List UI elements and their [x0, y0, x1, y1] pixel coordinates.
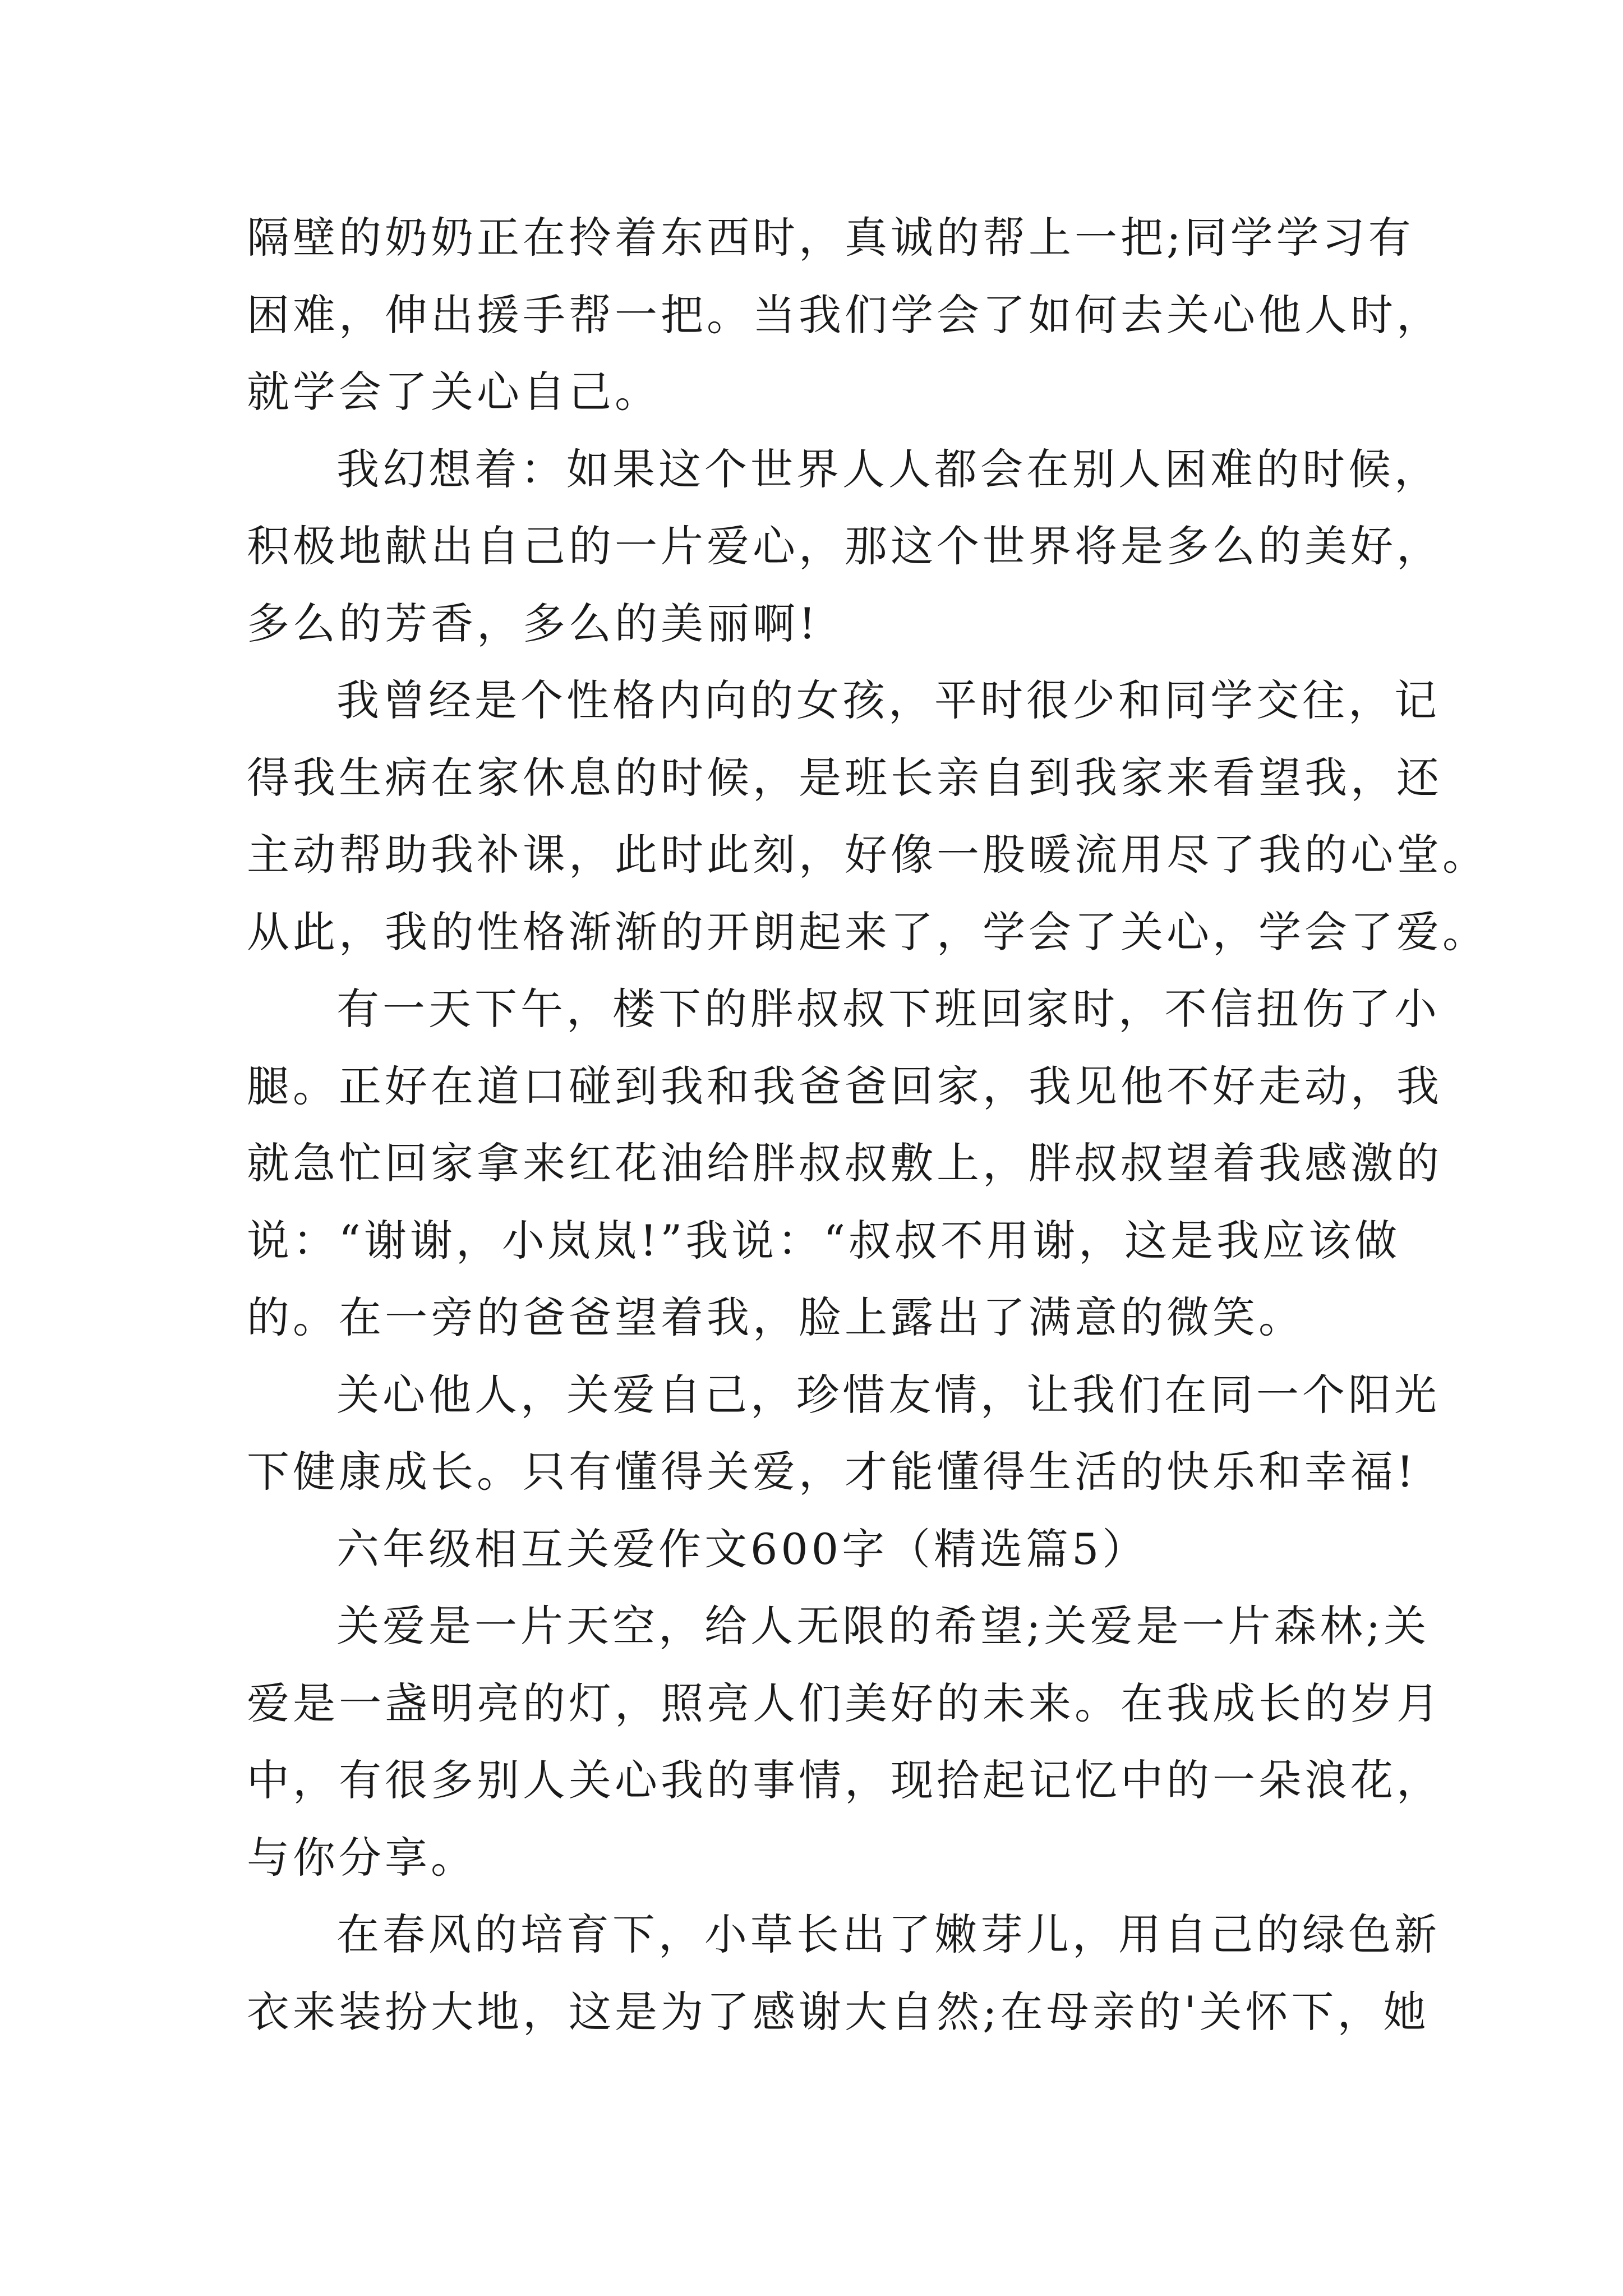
text-line: 就急忙回家拿来红花油给胖叔叔敷上，胖叔叔望着我感激的 — [247, 1138, 1442, 1188]
paragraph-first-line: 我曾经是个性格内向的女孩，平时很少和同学交往，记 — [336, 675, 1440, 725]
article-body — [247, 199, 1488, 2050]
paragraph-first-line: 有一天下午，楼下的胖叔叔下班回家时，不信扭伤了小 — [336, 984, 1440, 1034]
text-line: 衣来装扮大地，这是为了感谢大自然;在母亲的'关怀下，她 — [247, 1986, 1430, 2037]
text-line: 中，有很多别人关心我的事情，现拾起记忆中的一朵浪花， — [247, 1755, 1442, 1805]
paragraph-first-line: 关心他人，关爱自己，珍惜友情，让我们在同一个阳光 — [336, 1369, 1440, 1420]
paragraph-first-line: 关爱是一片天空，给人无限的希望;关爱是一片森林;关 — [336, 1601, 1430, 1651]
text-line: 多么的芳香，多么的美丽啊! — [247, 598, 819, 648]
text-line: 就学会了关心自己。 — [247, 367, 661, 417]
text-line: 的。在一旁的爸爸望着我，脸上露出了满意的微笑。 — [247, 1292, 1304, 1342]
text-line: 爱是一盏明亮的灯，照亮人们美好的未来。在我成长的岁月 — [247, 1678, 1442, 1728]
text-line: 主动帮助我补课，此时此刻，好像一股暖流用尽了我的心堂。 — [247, 830, 1488, 880]
text-line: 说：“谢谢，小岚岚!”我说：“叔叔不用谢，这是我应该做 — [247, 1215, 1401, 1266]
text-line: 隔壁的奶奶正在拎着东西时，真诚的帮上一把;同学学习有 — [247, 213, 1414, 263]
text-line: 困难，伸出援手帮一把。当我们学会了如何去关心他人时， — [247, 289, 1442, 340]
text-line: 腿。正好在道口碰到我和我爸爸回家，我见他不好走动，我 — [247, 1061, 1442, 1111]
text-line: 从此，我的性格渐渐的开朗起来了，学会了关心，学会了爱。 — [247, 907, 1488, 957]
section-heading: 六年级相互关爱作文600字（精选篇5） — [336, 1524, 1149, 1574]
text-line: 积极地献出自己的一片爱心，那这个世界将是多么的美好， — [247, 521, 1442, 571]
paragraph-first-line: 我幻想着：如果这个世界人人都会在别人困难的时候， — [336, 444, 1440, 494]
text-line: 得我生病在家休息的时候，是班长亲自到我家来看望我，还 — [247, 752, 1442, 803]
paragraph-first-line: 在春风的培育下，小草长出了嫩芽儿，用自己的绿色新 — [336, 1910, 1440, 1959]
text-line: 下健康成长。只有懂得关爱，才能懂得生活的快乐和幸福! — [247, 1447, 1417, 1497]
text-line: 与你分享。 — [247, 1832, 477, 1883]
